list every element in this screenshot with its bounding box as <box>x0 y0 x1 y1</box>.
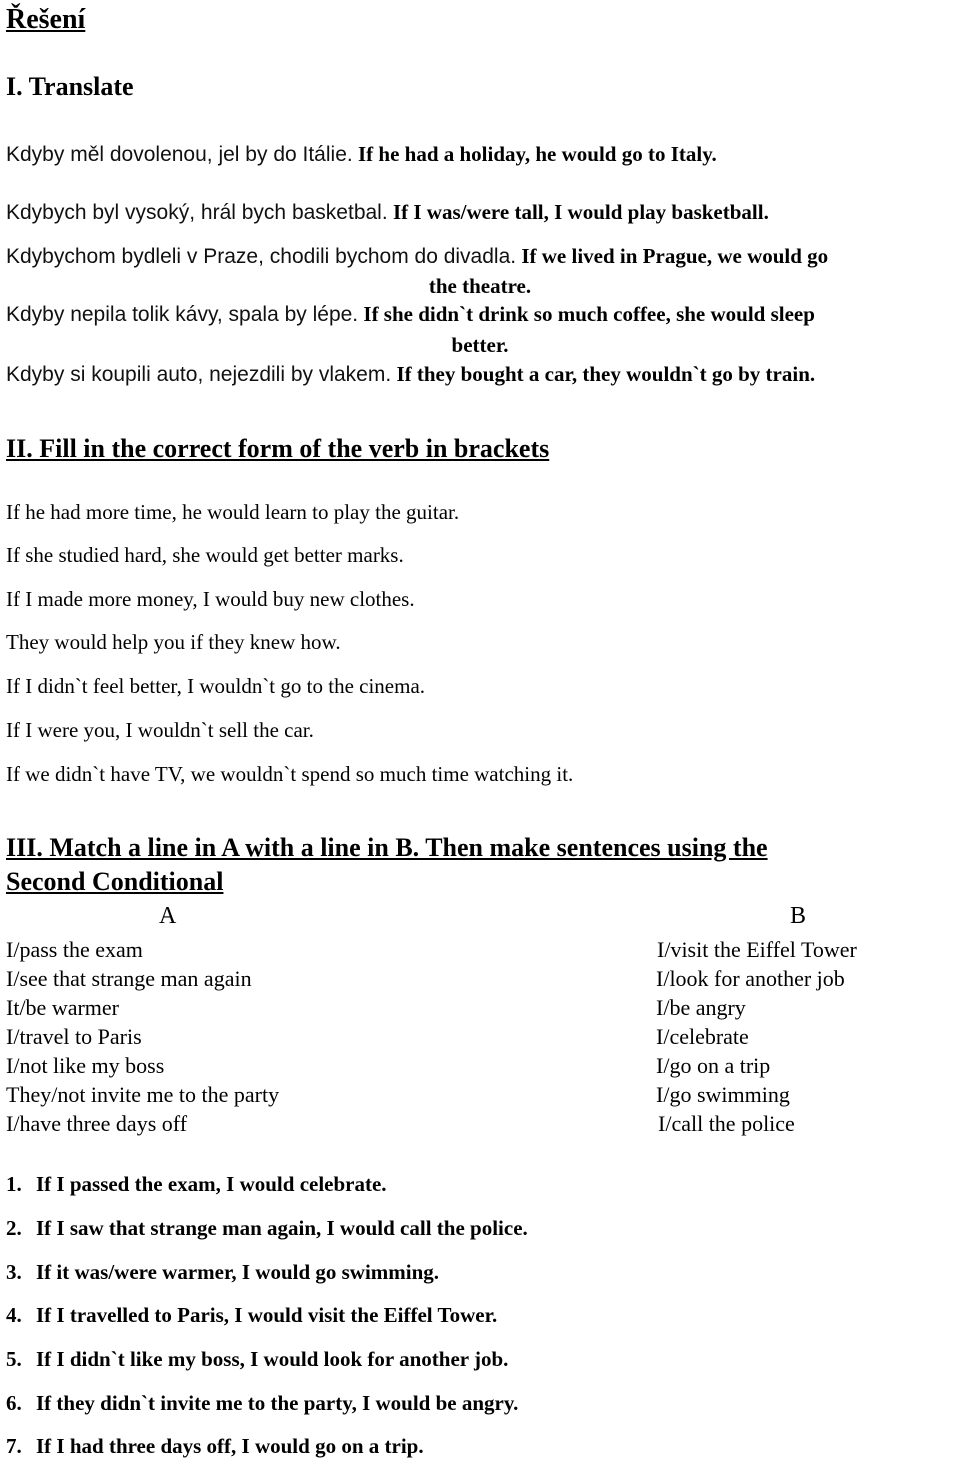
page-title: Řešení <box>6 4 86 35</box>
english-translation: If I was/were tall, I would play basketball. <box>392 200 769 224</box>
answer-number: 6. <box>6 1391 22 1415</box>
translate-row <box>6 200 769 225</box>
column-a-item: It/be warmer <box>6 995 119 1020</box>
column-b-item: I/visit the Eiffel Tower <box>657 937 857 962</box>
column-b-item: I/call the police <box>658 1111 795 1136</box>
section-3-heading: III. Match a line in A with a line in B. Then make sentences using the <box>6 833 768 862</box>
answer-item <box>6 1434 424 1459</box>
fill-sentence: They would help you if they knew how. <box>6 630 341 654</box>
column-a-item: I/travel to Paris <box>6 1024 142 1049</box>
column-b-label: B <box>790 903 807 929</box>
column-b-item: I/go on a trip <box>656 1053 771 1078</box>
translate-row <box>6 362 815 387</box>
fill-sentence: If I didn`t feel better, I wouldn`t go to the cinema. <box>6 674 426 698</box>
answer-item <box>6 1347 508 1372</box>
section-3-heading-continued: Second Conditional <box>6 867 224 896</box>
answer-text: If it was/were warmer, I would go swimming. <box>36 1260 440 1284</box>
english-translation: If she didn`t drink so much coffee, she would sleep <box>363 302 815 326</box>
answer-number: 7. <box>6 1434 22 1458</box>
english-translation: If they bought a car, they wouldn`t go by train. <box>396 362 816 386</box>
answer-text: If they didn`t invite me to the party, I would be angry. <box>36 1391 519 1415</box>
translate-row <box>6 302 815 327</box>
answer-text: If I saw that strange man again, I would call the police. <box>36 1216 528 1240</box>
column-a-item: I/have three days off <box>6 1111 188 1136</box>
answer-number: 4. <box>6 1303 22 1327</box>
column-a-item: I/pass the exam <box>6 937 143 962</box>
translate-row <box>6 142 717 167</box>
english-translation-continued: the theatre. <box>428 274 532 298</box>
section-2-heading: II. Fill in the correct form of the verb in brackets <box>6 434 550 463</box>
column-a-item: They/not invite me to the party <box>6 1082 280 1107</box>
answer-item <box>6 1216 528 1241</box>
czech-sentence: Kdyby si koupili auto, nejezdili by vlakem. <box>6 363 392 386</box>
fill-sentence: If we didn`t have TV, we wouldn`t spend so much time watching it. <box>6 762 574 786</box>
fill-sentence: If he had more time, he would learn to play the guitar. <box>6 500 460 524</box>
czech-sentence: Kdybych byl vysoký, hrál bych basketbal. <box>6 201 388 224</box>
answer-number: 5. <box>6 1347 22 1371</box>
answer-item <box>6 1303 497 1328</box>
answer-item <box>6 1172 387 1197</box>
column-b-item: I/celebrate <box>656 1024 749 1049</box>
english-translation: If we lived in Prague, we would go <box>521 244 829 268</box>
column-b-item: I/go swimming <box>656 1082 790 1107</box>
column-a-item: I/not like my boss <box>6 1053 165 1078</box>
answer-text: If I didn`t like my boss, I would look for another job. <box>36 1347 509 1371</box>
fill-sentence: If I were you, I wouldn`t sell the car. <box>6 718 314 742</box>
answer-number: 1. <box>6 1172 22 1196</box>
answer-number: 2. <box>6 1216 22 1240</box>
answer-item <box>6 1260 439 1285</box>
column-a-label: A <box>159 903 177 929</box>
fill-sentence: If I made more money, I would buy new clothes. <box>6 587 415 611</box>
column-b-item: I/be angry <box>656 995 746 1020</box>
answer-text: If I travelled to Paris, I would visit the Eiffel Tower. <box>36 1303 498 1327</box>
english-translation: If he had a holiday, he would go to Italy. <box>357 142 717 166</box>
czech-sentence: Kdybychom bydleli v Praze, chodili bychom do divadla. <box>6 245 517 268</box>
answer-number: 3. <box>6 1260 22 1284</box>
answer-text: If I had three days off, I would go on a trip. <box>36 1434 424 1458</box>
english-translation-continued: better. <box>451 333 509 357</box>
fill-sentence: If she studied hard, she would get better marks. <box>6 543 404 567</box>
czech-sentence: Kdyby měl dovolenou, jel by do Itálie. <box>6 143 353 166</box>
column-b-item: I/look for another job <box>656 966 845 991</box>
column-a-item: I/see that strange man again <box>6 966 252 991</box>
answer-item <box>6 1391 518 1416</box>
czech-sentence: Kdyby nepila tolik kávy, spala by lépe. <box>6 303 359 326</box>
translate-row <box>6 244 828 269</box>
section-1-heading: I. Translate <box>6 72 134 101</box>
answer-text: If I passed the exam, I would celebrate. <box>36 1172 387 1196</box>
